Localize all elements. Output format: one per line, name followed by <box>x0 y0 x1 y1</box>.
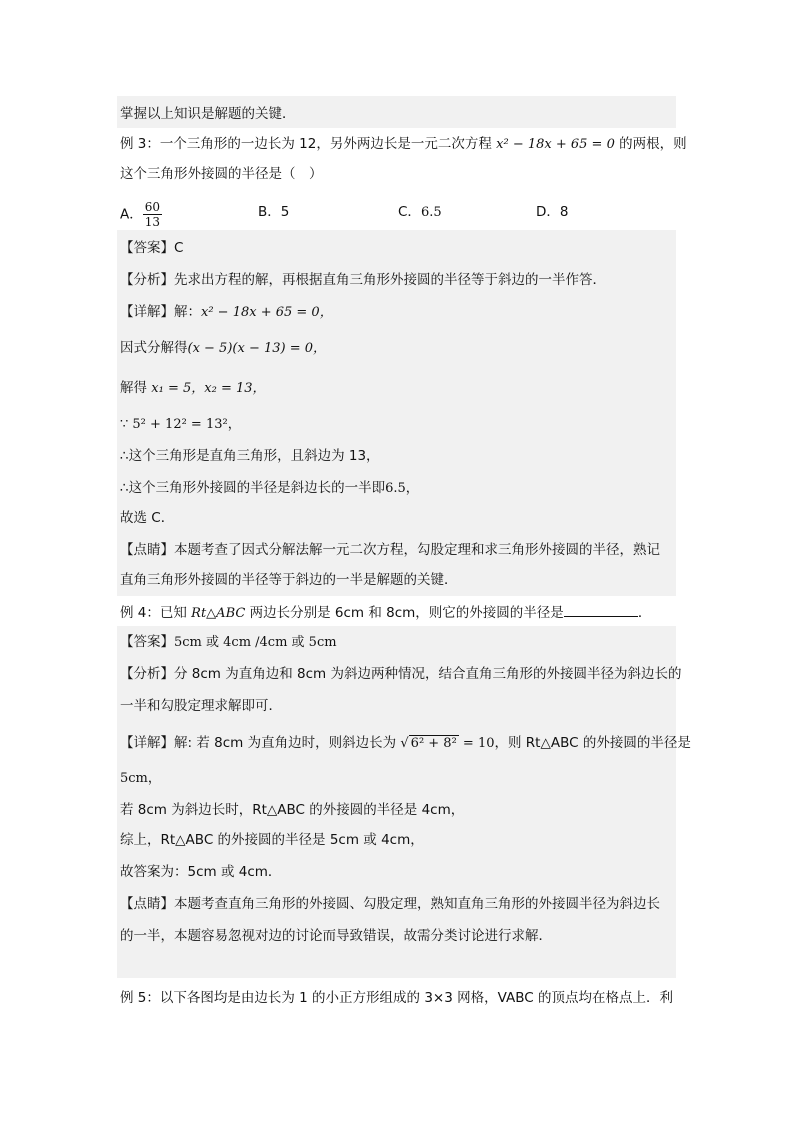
ex4-comment-line1: 【点睛】本题考查直角三角形的外接圆、勾股定理，熟知直角三角形的外接圆半径为斜边长 <box>120 896 660 912</box>
ex4-analysis-line2: 一半和勾股定理求解即可． <box>120 698 282 714</box>
ex3-solve: 解得 x₁ = 5，x₂ = 13， <box>120 380 266 396</box>
ex4-detail-line2: 5cm， <box>120 771 161 786</box>
ex3-detail: 【详解】解：x² − 18x + 65 = 0， <box>120 304 333 320</box>
ex4-answer: 【答案】5cm 或 4cm /4cm 或 5cm <box>120 634 337 650</box>
option-b: B．5 <box>258 204 290 220</box>
intro-text: 掌握以上知识是解题的关键． <box>120 106 296 122</box>
ex4-question: 例 4：已知 Rt△ABC 两边长分别是 6cm 和 8cm，则它的外接圆的半径是 ． <box>120 602 651 624</box>
ex3-options <box>120 196 680 230</box>
ex3-answer: 【答案】C <box>120 240 184 256</box>
ex3-question-line1: 例 3：一个三角形的一边长为 12，另外两边长是一元二次方程 x² − 18x + 65 = 0 的两根，则 <box>120 136 687 152</box>
ex3-therefore1: ∴这个三角形是直角三角形，且斜边为 13， <box>120 448 380 464</box>
ex3-comment-line1: 【点睛】本题考查了因式分解法解一元二次方程，勾股定理和求三角形外接圆的半径，熟记 <box>120 542 660 558</box>
ex3-analysis: 【分析】先求出方程的解，再根据直角三角形外接圆的半径等于斜边的一半作答． <box>120 272 606 288</box>
ex4-analysis-line1: 【分析】分 8cm 为直角边和 8cm 为斜边两种情况，结合直角三角形的外接圆半径为斜边长的 <box>120 666 682 682</box>
ex4-comment-line2: 的一半，本题容易忽视对边的讨论而导致错误，故需分类讨论进行求解． <box>120 928 552 944</box>
ex3-therefore2: ∴这个三角形外接圆的半径是斜边长的一半即6.5， <box>120 480 419 496</box>
option-d: D．8 <box>536 204 569 220</box>
ex3-comment-line2: 直角三角形外接圆的半径等于斜边的一半是解题的关键． <box>120 572 458 588</box>
ex3-factor: 因式分解得(x − 5)(x − 13) = 0， <box>120 340 327 356</box>
ex3-conclusion: 故选 C． <box>120 510 175 526</box>
ex4-case2: 若 8cm 为斜边长时，Rt△ABC 的外接圆的半径是 4cm， <box>120 802 465 818</box>
option-c: C．6.5 <box>398 204 442 220</box>
ex3-equation: x² − 18x + 65 = 0 <box>496 137 615 152</box>
ex5-question: 例 5：以下各图均是由边长为 1 的小正方形组成的 3×3 网格，VABC 的顶点均在格点上．利 <box>120 990 673 1006</box>
ex3-question-line2: 这个三角形外接圆的半径是（ ） <box>120 166 323 182</box>
option-a: A． $\frac{60}{13}$ <box>120 200 161 229</box>
fraction-60-13: $\frac{60}{13}$ <box>144 200 161 229</box>
ex4-final: 故答案为：5cm 或 4cm． <box>120 864 282 880</box>
ex4-detail-line1: 【详解】解: 若 8cm 为直角边时，则斜边长为 √ 6² + 8² = 10，则 Rt△ABC 的外接圆的半径是 <box>120 733 691 754</box>
sqrt-expression: √ 6² + 8² <box>400 736 457 751</box>
answer-blank[interactable] <box>564 602 638 617</box>
ex3-because: ∵ 5² + 12² = 13²， <box>120 417 241 432</box>
ex4-summary: 综上，Rt△ABC 的外接圆的半径是 5cm 或 4cm， <box>120 832 424 848</box>
